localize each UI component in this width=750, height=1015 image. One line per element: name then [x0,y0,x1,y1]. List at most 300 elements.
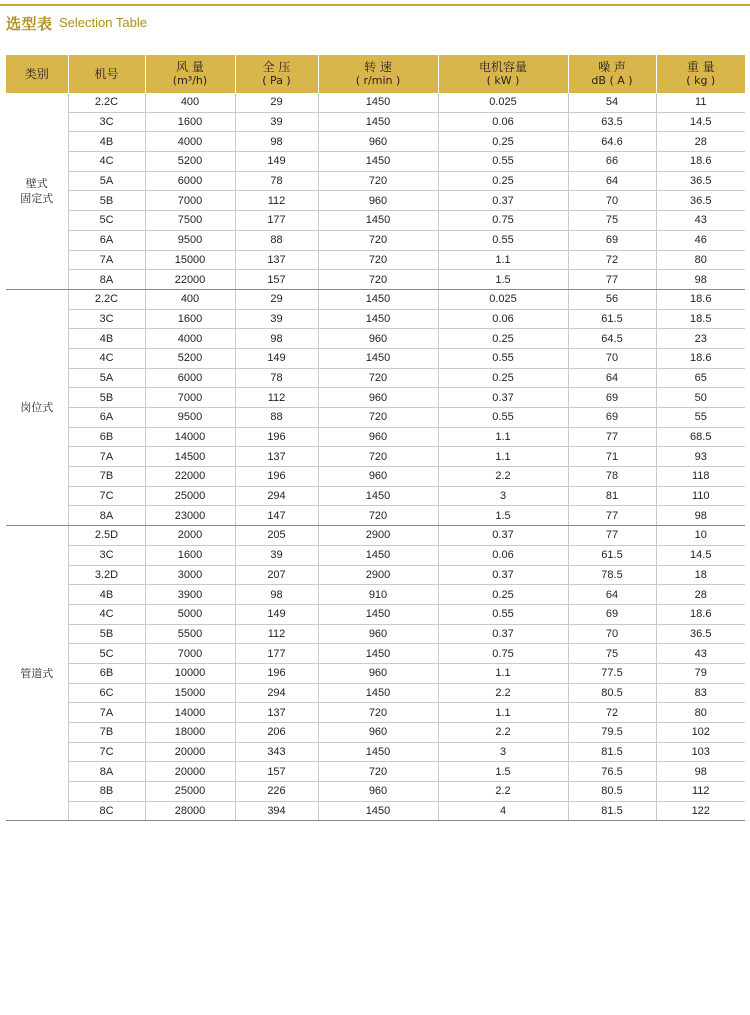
table-row [6,270,745,290]
table-cell-motor-capacity: 0.37 [438,191,568,211]
column-header-label: 机号 [94,66,119,81]
table-cell-model-no: 7B [68,723,145,743]
table-cell-motor-capacity: 1.5 [438,762,568,782]
table-cell-speed: 720 [318,506,438,526]
table-cell-motor-capacity: 0.25 [438,585,568,605]
table-cell-model-no: 2.2C [68,289,145,309]
table-row [6,782,745,802]
table-cell-noise: 70 [568,624,656,644]
table-cell-model-no: 4B [68,329,145,349]
table-cell-total-pressure: 29 [235,93,318,112]
table-cell-motor-capacity: 0.06 [438,545,568,565]
table-cell-total-pressure: 149 [235,604,318,624]
table-cell-motor-capacity: 1.1 [438,447,568,467]
table-cell-noise: 77 [568,270,656,290]
table-cell-model-no: 7A [68,447,145,467]
table-row [6,604,745,624]
column-header-label: 类别 [24,66,49,81]
table-cell-airflow: 28000 [145,801,235,821]
table-cell-speed: 1450 [318,348,438,368]
table-cell-noise: 77 [568,506,656,526]
table-cell-model-no: 5B [68,388,145,408]
table-row [6,506,745,526]
table-cell-weight: 68.5 [656,427,745,447]
table-cell-model-no: 5C [68,211,145,231]
table-cell-total-pressure: 39 [235,309,318,329]
column-header-category [6,55,68,93]
column-header-label: 风 量 [176,60,204,74]
table-row [6,211,745,231]
column-header-unit: (m³/h) [172,74,208,87]
table-cell-weight: 43 [656,211,745,231]
table-row [6,309,745,329]
table-cell-total-pressure: 98 [235,329,318,349]
table-cell-weight: 80 [656,250,745,270]
table-cell-motor-capacity: 0.25 [438,368,568,388]
table-cell-motor-capacity: 0.37 [438,526,568,546]
table-cell-motor-capacity: 2.2 [438,782,568,802]
table-cell-speed: 960 [318,467,438,487]
table-cell-speed: 960 [318,782,438,802]
table-cell-total-pressure: 147 [235,506,318,526]
column-header-unit: ( r/min ) [355,74,401,87]
table-cell-motor-capacity: 2.2 [438,467,568,487]
table-cell-motor-capacity: 2.2 [438,683,568,703]
table-cell-noise: 81.5 [568,801,656,821]
table-body [6,93,745,821]
table-cell-motor-capacity: 0.37 [438,388,568,408]
table-cell-weight: 118 [656,467,745,487]
table-cell-motor-capacity: 2.2 [438,723,568,743]
table-cell-weight: 36.5 [656,171,745,191]
table-cell-motor-capacity: 1.1 [438,250,568,270]
table-row [6,408,745,428]
column-header-unit: dB ( A ) [591,74,633,87]
table-cell-model-no: 7A [68,250,145,270]
table-row [6,486,745,506]
table-cell-noise: 71 [568,447,656,467]
table-row [6,191,745,211]
table-cell-total-pressure: 137 [235,250,318,270]
table-cell-total-pressure: 137 [235,447,318,467]
table-cell-airflow: 5500 [145,624,235,644]
table-cell-total-pressure: 149 [235,152,318,172]
table-cell-airflow: 23000 [145,506,235,526]
table-cell-motor-capacity: 0.37 [438,624,568,644]
column-header-unit: ( kW ) [486,74,520,87]
column-header-label: 重 量 [686,60,715,74]
table-cell-airflow: 14000 [145,703,235,723]
column-header-noise [568,55,656,93]
table-cell-airflow: 4000 [145,132,235,152]
table-cell-total-pressure: 78 [235,171,318,191]
table-cell-airflow: 3900 [145,585,235,605]
table-cell-model-no: 4C [68,152,145,172]
table-cell-speed: 1450 [318,309,438,329]
table-cell-noise: 61.5 [568,545,656,565]
table-cell-airflow: 6000 [145,171,235,191]
table-cell-noise: 56 [568,289,656,309]
table-cell-total-pressure: 206 [235,723,318,743]
table-cell-noise: 61.5 [568,309,656,329]
table-cell-total-pressure: 137 [235,703,318,723]
table-cell-speed: 1450 [318,211,438,231]
table-cell-total-pressure: 29 [235,289,318,309]
column-header-total-pressure [235,55,318,93]
table-cell-total-pressure: 177 [235,644,318,664]
table-cell-weight: 18 [656,565,745,585]
table-cell-speed: 720 [318,447,438,467]
table-cell-weight: 103 [656,742,745,762]
table-cell-airflow: 25000 [145,782,235,802]
table-cell-speed: 1450 [318,604,438,624]
table-row [6,289,745,309]
table-row [6,329,745,349]
column-header-speed [318,55,438,93]
category-label: 岗位式 [20,401,54,414]
table-cell-motor-capacity: 1.1 [438,427,568,447]
table-cell-motor-capacity: 0.55 [438,152,568,172]
table-cell-airflow: 1600 [145,545,235,565]
table-cell-speed: 720 [318,408,438,428]
table-cell-weight: 55 [656,408,745,428]
table-cell-weight: 10 [656,526,745,546]
table-cell-motor-capacity: 0.37 [438,565,568,585]
table-row [6,447,745,467]
table-cell-weight: 14.5 [656,545,745,565]
table-cell-total-pressure: 112 [235,191,318,211]
table-row [6,565,745,585]
table-cell-model-no: 4C [68,348,145,368]
table-cell-weight: 83 [656,683,745,703]
table-cell-speed: 960 [318,427,438,447]
table-cell-weight: 28 [656,585,745,605]
table-cell-noise: 54 [568,93,656,112]
table-cell-model-no: 4C [68,604,145,624]
table-cell-noise: 80.5 [568,683,656,703]
table-cell-motor-capacity: 0.75 [438,211,568,231]
table-cell-model-no: 2.2C [68,93,145,112]
table-cell-model-no: 5B [68,191,145,211]
column-header-label: 噪 声 [598,60,626,74]
table-cell-airflow: 9500 [145,408,235,428]
table-cell-noise: 72 [568,250,656,270]
table-cell-model-no: 7A [68,703,145,723]
table-cell-speed: 960 [318,329,438,349]
header-rule [0,4,750,6]
table-row [6,250,745,270]
table-cell-airflow: 7000 [145,191,235,211]
table-cell-total-pressure: 157 [235,270,318,290]
table-cell-total-pressure: 149 [235,348,318,368]
table-cell-speed: 960 [318,132,438,152]
table-cell-motor-capacity: 0.55 [438,408,568,428]
table-cell-weight: 18.6 [656,152,745,172]
table-row [6,585,745,605]
column-header-label: 全 压 [262,60,291,74]
table-cell-motor-capacity: 1.1 [438,663,568,683]
table-cell-weight: 36.5 [656,191,745,211]
table-cell-motor-capacity: 0.55 [438,230,568,250]
table-cell-airflow: 15000 [145,250,235,270]
table-row [6,427,745,447]
table-cell-airflow: 2000 [145,526,235,546]
table-cell-noise: 66 [568,152,656,172]
table-cell-model-no: 6B [68,663,145,683]
table-cell-total-pressure: 88 [235,408,318,428]
table-cell-total-pressure: 343 [235,742,318,762]
column-header-model-no [68,55,145,93]
table-cell-airflow: 1600 [145,309,235,329]
category-cell [6,526,68,821]
table-cell-noise: 75 [568,211,656,231]
table-cell-motor-capacity: 3 [438,486,568,506]
table-cell-speed: 1450 [318,683,438,703]
table-cell-noise: 64.5 [568,329,656,349]
table-cell-weight: 36.5 [656,624,745,644]
table-cell-motor-capacity: 3 [438,742,568,762]
column-header-label: 电机容量 [478,60,527,74]
table-cell-speed: 1450 [318,644,438,664]
table-cell-noise: 80.5 [568,782,656,802]
table-cell-airflow: 400 [145,93,235,112]
table-cell-total-pressure: 98 [235,585,318,605]
table-header-row [6,55,745,93]
table-cell-model-no: 6B [68,427,145,447]
table-cell-airflow: 22000 [145,467,235,487]
table-row [6,703,745,723]
table-cell-total-pressure: 196 [235,663,318,683]
table-cell-weight: 18.6 [656,604,745,624]
table-cell-speed: 1450 [318,742,438,762]
table-row [6,93,745,112]
table-cell-total-pressure: 112 [235,388,318,408]
table-cell-total-pressure: 177 [235,211,318,231]
table-cell-airflow: 9500 [145,230,235,250]
title-chinese: 选型表 [6,15,53,33]
table-cell-total-pressure: 196 [235,427,318,447]
table-cell-total-pressure: 98 [235,132,318,152]
table-cell-weight: 50 [656,388,745,408]
table-cell-weight: 23 [656,329,745,349]
table-cell-total-pressure: 226 [235,782,318,802]
table-cell-airflow: 7000 [145,644,235,664]
table-row [6,368,745,388]
table-cell-speed: 960 [318,723,438,743]
table-cell-speed: 1450 [318,545,438,565]
table-cell-weight: 102 [656,723,745,743]
table-cell-weight: 18.5 [656,309,745,329]
category-cell [6,289,68,525]
table-cell-speed: 720 [318,171,438,191]
table-cell-motor-capacity: 0.025 [438,289,568,309]
table-cell-model-no: 2.5D [68,526,145,546]
table-row [6,152,745,172]
table-cell-weight: 112 [656,782,745,802]
table-cell-total-pressure: 88 [235,230,318,250]
column-header-unit: ( Pa ) [262,74,291,87]
table-row [6,171,745,191]
table-cell-speed: 1450 [318,289,438,309]
title-english: Selection Table [59,15,147,30]
table-cell-total-pressure: 112 [235,624,318,644]
table-cell-motor-capacity: 1.5 [438,506,568,526]
table-cell-noise: 72 [568,703,656,723]
table-cell-model-no: 8C [68,801,145,821]
table-cell-motor-capacity: 0.25 [438,171,568,191]
table-cell-airflow: 4000 [145,329,235,349]
table-cell-model-no: 7C [68,742,145,762]
table-cell-model-no: 3C [68,309,145,329]
table-cell-motor-capacity: 0.06 [438,309,568,329]
table-cell-airflow: 1600 [145,112,235,132]
table-cell-model-no: 3.2D [68,565,145,585]
table-cell-noise: 64.6 [568,132,656,152]
table-cell-airflow: 5200 [145,152,235,172]
category-label: 管道式 [20,666,54,680]
table-cell-motor-capacity: 0.25 [438,132,568,152]
table-cell-total-pressure: 394 [235,801,318,821]
table-cell-model-no: 6C [68,683,145,703]
table-row [6,230,745,250]
table-cell-speed: 1450 [318,93,438,112]
table-cell-speed: 720 [318,250,438,270]
table-row [6,801,745,821]
table-row [6,663,745,683]
table-cell-motor-capacity: 0.55 [438,604,568,624]
table-cell-noise: 69 [568,408,656,428]
category-label: 壁式 固定式 [20,176,54,205]
table-cell-total-pressure: 39 [235,545,318,565]
table-cell-airflow: 14000 [145,427,235,447]
table-cell-weight: 80 [656,703,745,723]
table-cell-motor-capacity: 1.1 [438,703,568,723]
table-cell-speed: 960 [318,191,438,211]
table-cell-speed: 1450 [318,152,438,172]
table-cell-airflow: 14500 [145,447,235,467]
table-cell-speed: 720 [318,270,438,290]
table-cell-model-no: 8A [68,506,145,526]
table-cell-weight: 110 [656,486,745,506]
table-cell-model-no: 5C [68,644,145,664]
table-cell-weight: 93 [656,447,745,467]
table-row [6,348,745,368]
table-cell-model-no: 8B [68,782,145,802]
table-cell-airflow: 15000 [145,683,235,703]
table-cell-model-no: 3C [68,112,145,132]
table-row [6,112,745,132]
table-cell-airflow: 3000 [145,565,235,585]
table-row [6,683,745,703]
table-cell-speed: 960 [318,663,438,683]
table-cell-airflow: 7000 [145,388,235,408]
table-cell-weight: 46 [656,230,745,250]
table-cell-speed: 720 [318,230,438,250]
table-cell-noise: 64 [568,171,656,191]
table-cell-total-pressure: 294 [235,486,318,506]
table-cell-motor-capacity: 4 [438,801,568,821]
table-cell-weight: 11 [656,93,745,112]
table-cell-noise: 78.5 [568,565,656,585]
table-cell-noise: 76.5 [568,762,656,782]
table-row [6,467,745,487]
table-cell-motor-capacity: 0.25 [438,329,568,349]
table-cell-motor-capacity: 0.025 [438,93,568,112]
table-cell-weight: 18.6 [656,348,745,368]
table-cell-model-no: 6A [68,408,145,428]
table-cell-noise: 79.5 [568,723,656,743]
table-cell-motor-capacity: 0.75 [438,644,568,664]
table-cell-weight: 14.5 [656,112,745,132]
table-cell-speed: 2900 [318,526,438,546]
table-cell-airflow: 7500 [145,211,235,231]
column-header-label: 转 速 [364,60,392,74]
table-cell-weight: 98 [656,270,745,290]
table-cell-weight: 28 [656,132,745,152]
table-cell-total-pressure: 294 [235,683,318,703]
table-cell-total-pressure: 207 [235,565,318,585]
column-header-airflow [145,55,235,93]
table-cell-model-no: 8A [68,270,145,290]
table-cell-total-pressure: 196 [235,467,318,487]
table-cell-weight: 65 [656,368,745,388]
table-cell-speed: 910 [318,585,438,605]
table-row [6,132,745,152]
table-cell-weight: 98 [656,506,745,526]
table-cell-airflow: 6000 [145,368,235,388]
table-row [6,388,745,408]
table-cell-model-no: 7C [68,486,145,506]
column-header-motor-capacity [438,55,568,93]
table-cell-noise: 63.5 [568,112,656,132]
table-cell-noise: 78 [568,467,656,487]
table-cell-model-no: 6A [68,230,145,250]
table-row [6,545,745,565]
table-cell-speed: 1450 [318,801,438,821]
table-cell-model-no: 5A [68,368,145,388]
table-cell-noise: 70 [568,191,656,211]
table-cell-model-no: 5B [68,624,145,644]
table-cell-speed: 720 [318,703,438,723]
table-cell-noise: 69 [568,230,656,250]
table-cell-total-pressure: 78 [235,368,318,388]
table-cell-airflow: 5200 [145,348,235,368]
table-cell-weight: 43 [656,644,745,664]
table-cell-speed: 2900 [318,565,438,585]
table-cell-speed: 720 [318,762,438,782]
table-cell-total-pressure: 39 [235,112,318,132]
table-cell-weight: 18.6 [656,289,745,309]
table-row [6,723,745,743]
table-cell-total-pressure: 157 [235,762,318,782]
table-cell-model-no: 3C [68,545,145,565]
table-cell-noise: 69 [568,604,656,624]
table-cell-motor-capacity: 0.06 [438,112,568,132]
table-cell-noise: 77 [568,526,656,546]
table-cell-model-no: 7B [68,467,145,487]
table-cell-speed: 960 [318,388,438,408]
table-cell-total-pressure: 205 [235,526,318,546]
table-row [6,526,745,546]
page-header [0,0,750,44]
table-cell-speed: 1450 [318,486,438,506]
column-header-unit: ( kg ) [686,74,716,87]
table-cell-noise: 81 [568,486,656,506]
table-cell-airflow: 10000 [145,663,235,683]
table-cell-noise: 70 [568,348,656,368]
table-cell-weight: 79 [656,663,745,683]
table-cell-noise: 81.5 [568,742,656,762]
